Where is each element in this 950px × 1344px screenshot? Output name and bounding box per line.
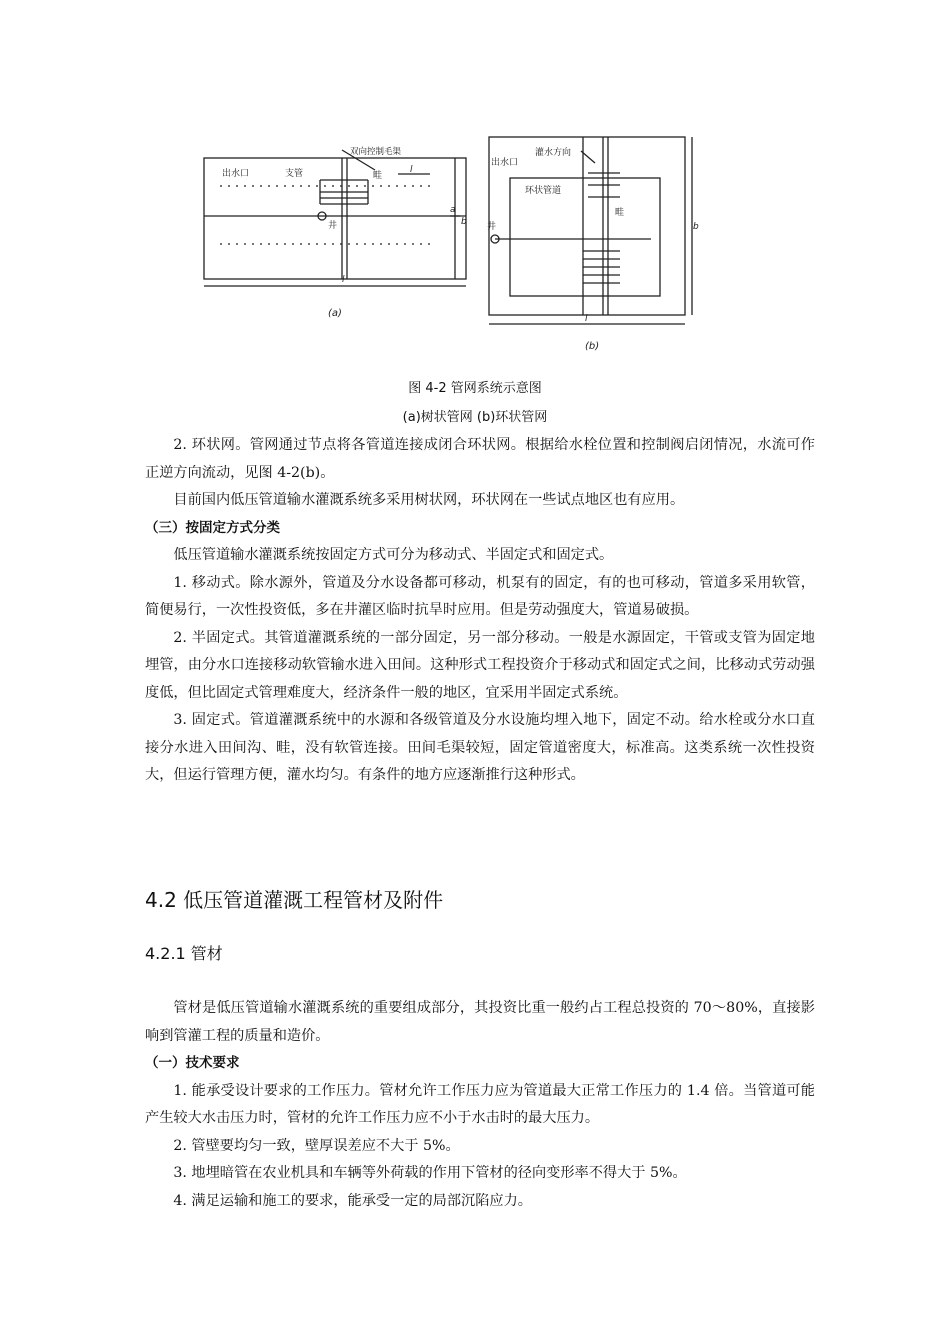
paragraph: 4. 满足运输和施工的要求，能承受一定的局部沉陷应力。 [173, 1192, 532, 1209]
figure-a-tree-network [170, 140, 480, 340]
paragraph: 3. 地埋暗管在农业机具和车辆等外荷载的作用下管材的径向变形率不得大于 5%。 [173, 1165, 687, 1181]
figure-b-ring-network [485, 133, 705, 358]
fig-a-dim-l-small: l [410, 165, 413, 175]
paragraph: 1. 能承受设计要求的工作压力。管材允许工作压力应为管道最大正常工作压力的 1.4 倍。当管道可能产生较大水击压力时，管材的允许工作压力应不小于水击时的最大压力。 [145, 1082, 815, 1126]
fig-b-well-label: 井 [487, 222, 497, 232]
paragraph: 3. 固定式。管道灌溉系统中的水源和各级管道及分水设施均埋入地下，固定不动。给水栓或分水口直接分水进入田间沟、畦，没有软管连接。田间毛渠较短，固定管道密度大，标准高。这类系统一次性投资大，但运行管理方便，灌水均匀。有条件的地方应逐渐推行这种形式。 [145, 712, 815, 783]
fig-b-ridge-label: 畦 [615, 208, 625, 218]
fig-a-dim-b: b [461, 217, 467, 227]
fig-a-sub-label: (a) [328, 308, 342, 319]
subsection-heading: （三）按固定方式分类 [145, 519, 280, 536]
fig-b-outlet-label: 出水口 [491, 158, 519, 168]
section-heading-4-2-1: 4.2.1 管材 [145, 944, 223, 963]
body-section-1 [145, 432, 815, 790]
section-heading-4-2: 4.2 低压管道灌溉工程管材及附件 [145, 888, 444, 912]
body-section-2 [145, 995, 815, 1215]
paragraph: 低压管道输水灌溉系统按固定方式可分为移动式、半固定式和固定式。 [173, 547, 614, 563]
fig-a-ridge-label: 畦 [373, 171, 383, 181]
paragraph: 2. 半固定式。其管道灌溉系统的一部分固定，另一部分移动。一般是水源固定，干管或支管为固定地埋管，由分水口连接移动软管输水进入田间。这种形式工程投资介于移动式和固定式之间，比移动式劳动强度低，但比固定式管理难度大，经济条件一般的地区，宜采用半固定式系统。 [145, 629, 815, 701]
fig-a-ctrl-ditch-label: 双向控制毛渠 [350, 147, 402, 157]
fig-a-outlet-label: 出水口 [222, 169, 250, 179]
fig-b-sub-label: (b) [585, 341, 600, 352]
fig-a-dim-l: l [342, 275, 345, 285]
paragraph: 目前国内低压管道输水灌溉系统多采用树状网，环状网在一些试点地区也有应用。 [173, 492, 685, 508]
subsection-heading: （一）技术要求 [145, 1055, 240, 1071]
figure-caption: 图 4-2 管网系统示意图 [408, 381, 542, 396]
paragraph: 1. 移动式。除水源外，管道及分水设备都可移动，机泵有的固定，有的也可移动，管道多采用软管，简便易行，一次性投资低，多在井灌区临时抗旱时应用。但是劳动强度大，管道易破损。 [145, 574, 815, 618]
paragraph: 2. 管壁要均匀一致，壁厚误差应不大于 5%。 [173, 1137, 460, 1154]
paragraph: 管材是低压管道输水灌溉系统的重要组成部分，其投资比重一般约占工程总投资的 70～80%，直接影响到管灌工程的质量和造价。 [145, 1000, 815, 1044]
fig-b-flow-dir-label: 灌水方向 [535, 148, 572, 158]
paragraph: 2. 环状网。管网通过节点将各管道连接成闭合环状网。根据给水栓位置和控制阀启闭情况，水流可作正逆方向流动，见图 4-2(b)。 [145, 437, 815, 481]
fig-b-ring-pipe-label: 环状管道 [525, 186, 562, 196]
fig-a-dim-a: a [450, 205, 456, 215]
fig-b-dim-b: b [693, 222, 699, 232]
fig-a-well-label: 井 [328, 221, 338, 231]
fig-b-dim-l: l [585, 314, 588, 324]
figure-subcaption: (a)树状管网 (b)环状管网 [402, 410, 548, 425]
fig-a-branch-label: 支管 [285, 169, 304, 179]
